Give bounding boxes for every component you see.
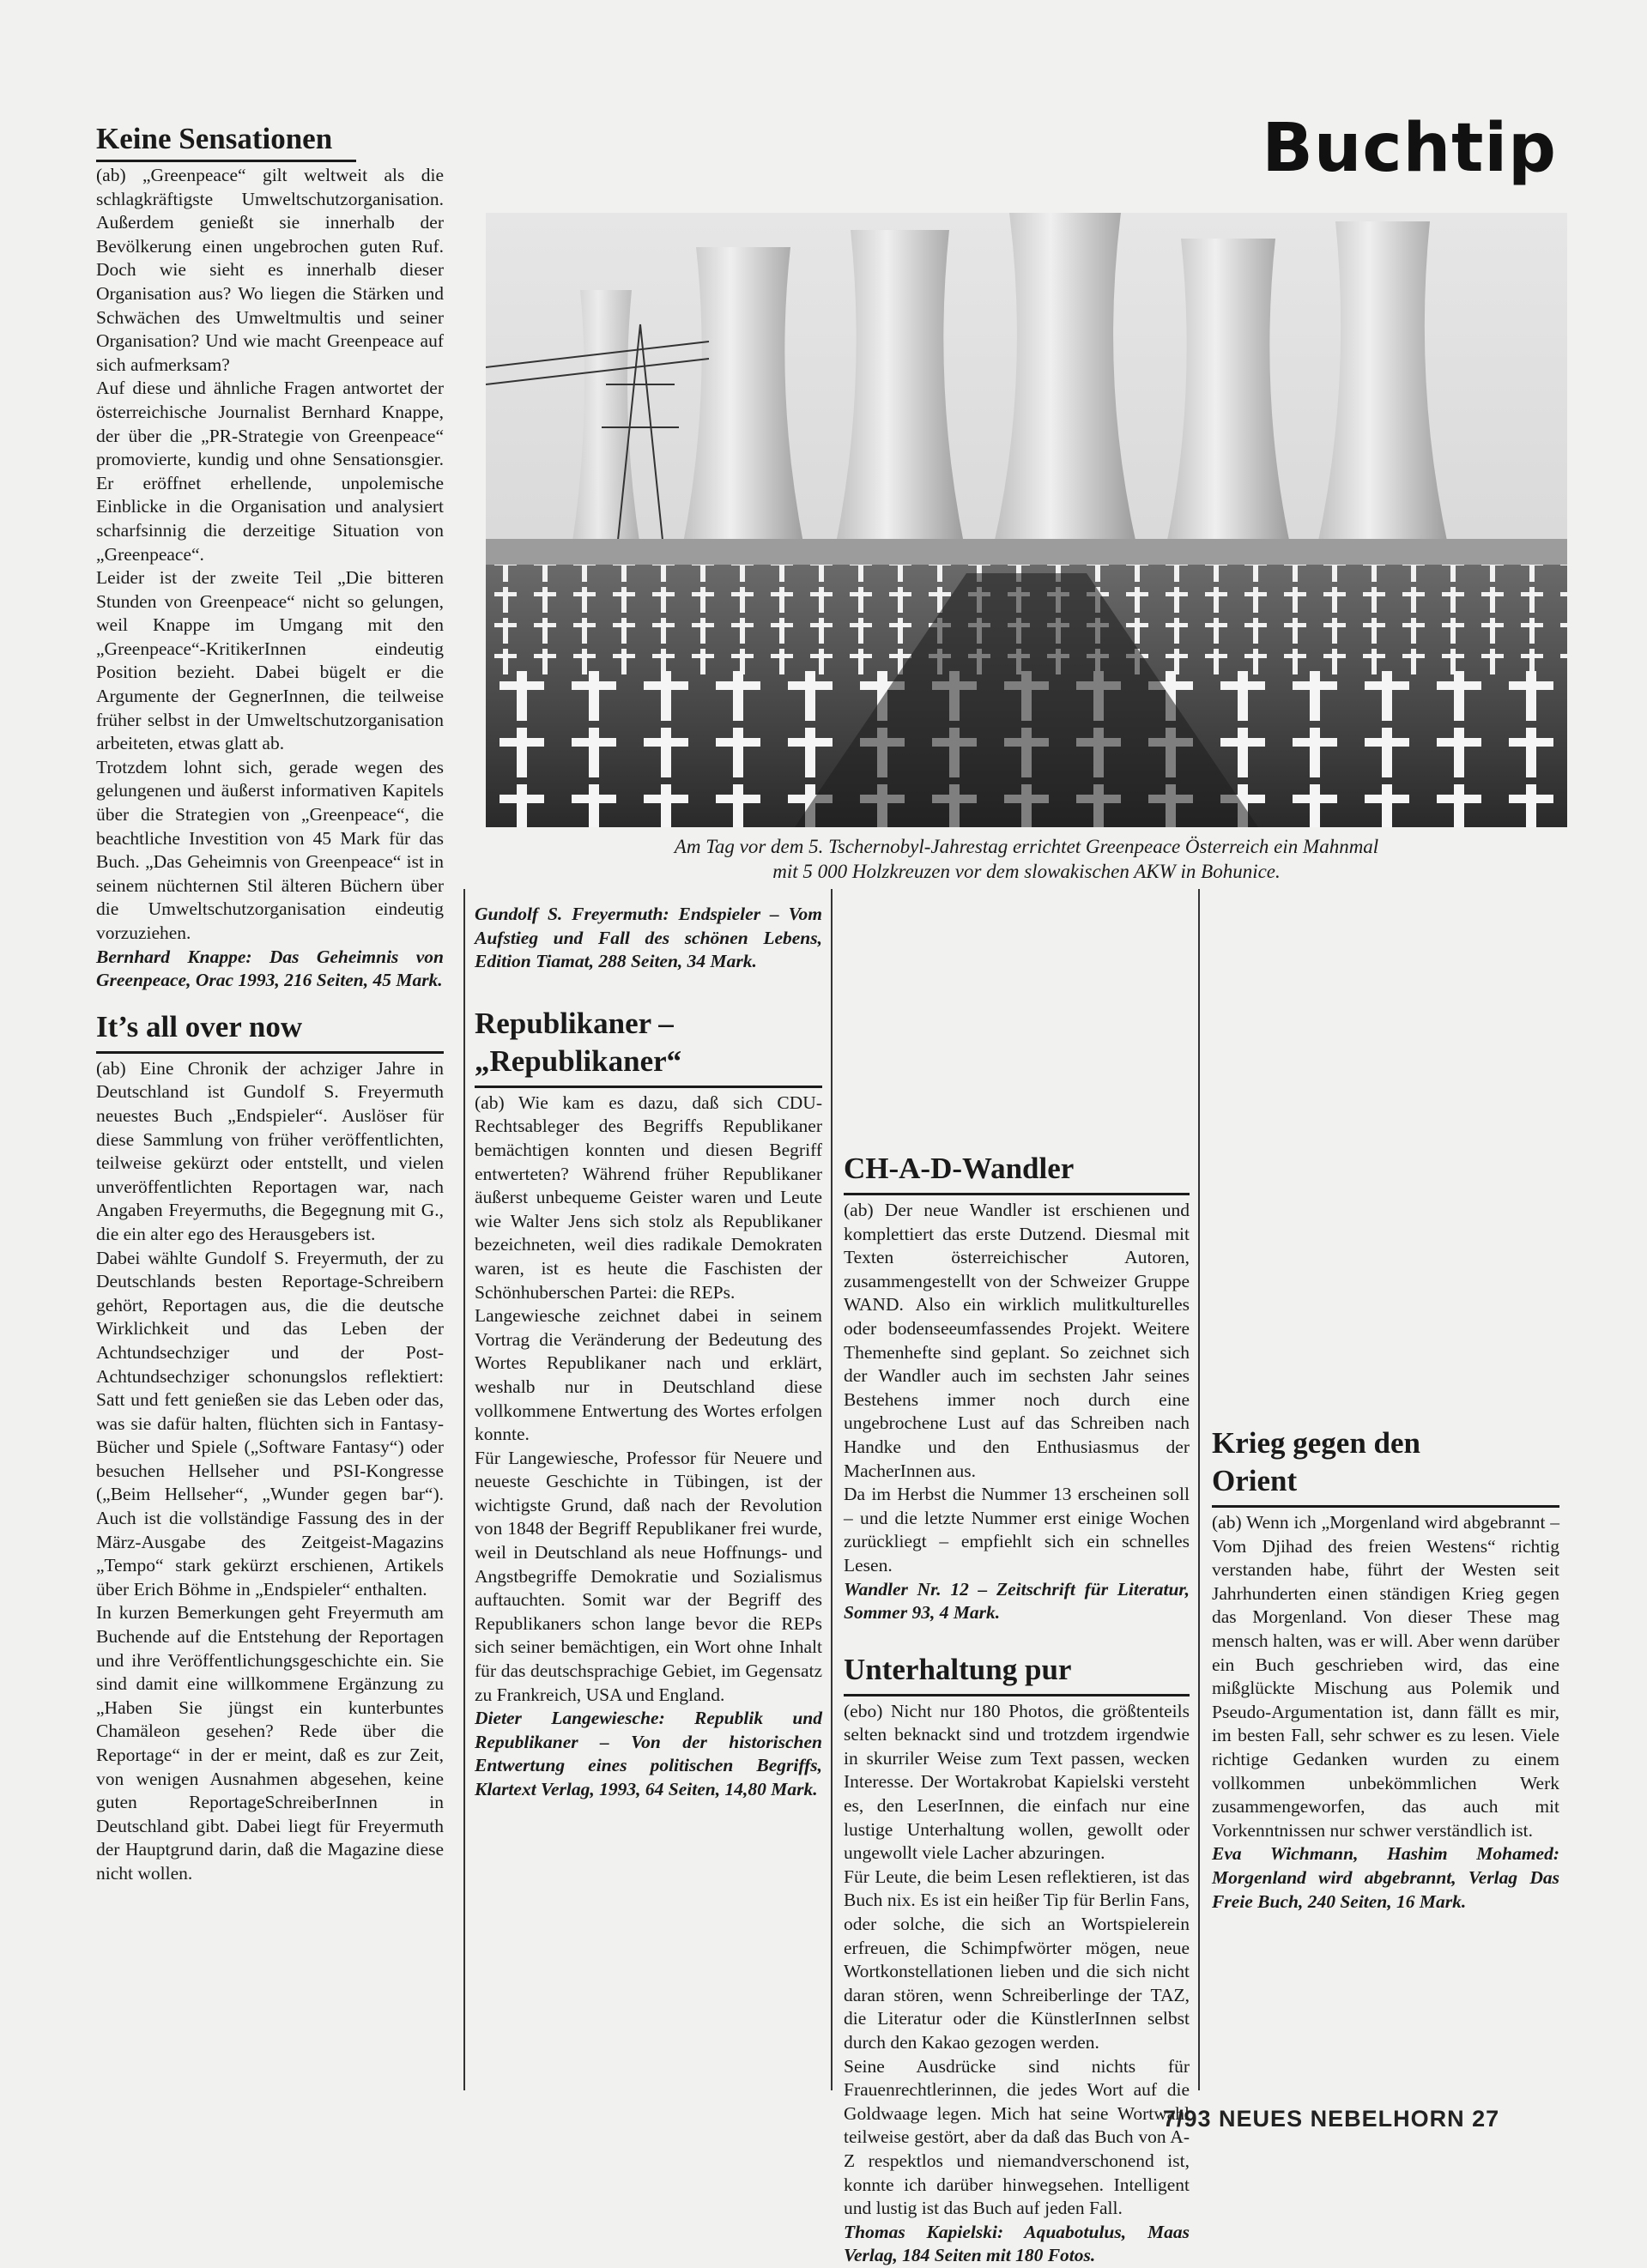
caption-line: mit 5 000 Holzkreuzen vor dem slowakischen AKW in Bohunice. [772, 861, 1281, 882]
paragraph: (ab) „Greenpeace“ gilt weltweit als die schlagkräftigste Umweltschutzorganisation. Außerdem genießt sie innerhalb der Bevölkerung einen ungebrochen guten Ruf. Doch wie sieht es innerhalb dieser Organisation aus? Wo liegen die Stärken und Schwächen des Umweltmultis und seiner Organisation? Und wie macht Greenpeace auf sich aufmerksam? [96, 165, 444, 375]
paragraph: Dabei wählte Gundolf S. Freyermuth, der zu Deutschlands besten Reportage-Schreibern gehört, Reportagen aus, die die deutsche Wirklichkeit und das Leben der Achtundsechziger und der Post-Achtundsechziger schonungslos reflektiert: Satt und fett genießen sie das Leben oder das, was sie dafür halten, flüchten sich in Fantasy-Bücher und Spiele („Software Fantasy“) oder besuchen Hellseher und PSI-Kongresse („Beim Hellseher“, „Wunder gegen bar“). Auch ist die vollständige Fassung des in der März-Ausgabe des Zeitgeist-Magazins „Tempo“ stark gekürzt erschienen, Artikels über Erich Böhme in „Endspieler“ enthalten. [96, 1247, 444, 1600]
article-unterhaltung [844, 1651, 1190, 2268]
book-reference: Dieter Langewiesche: Republik und Republikaner – Von der historischen Entwertung eines politischen Begriffs, Klartext Verlag, 1993, 64 Seiten, 14,80 Mark. [475, 1708, 822, 1799]
headline-line: Krieg gegen den [1212, 1426, 1421, 1460]
paragraph: In kurzen Bemerkungen geht Freyermuth am Buchende auf die Entstehung der Reportagen und ihre Veröffentlichungsgeschichte ein. Sie sind damit eine willkommene Ergänzung zu „Haben Sie jüngst ein kunterbuntes Chamäleon gesehen? Rede über die Reportage“ in der er meint, daß es zur Zeit, von wenigen Ausnahmen abgesehen, keine guten ReportageSchreiberInnen in Deutschland gibt. Dabei liegt für Freyermuth der Hauptgrund darin, daß die Magazine diese nicht wollen. [96, 1602, 444, 1884]
paragraph: Langewiesche zeichnet dabei in seinem Vortrag die Veränderung der Bedeutung des Wortes Republikaner nach und erklärt, weshalb nur in Deutschland diese vollkommene Entwertung des Wortes erfolgen konnte. [475, 1305, 822, 1445]
column-rule [1198, 889, 1200, 2090]
article-its-all-over-now [96, 1008, 444, 1886]
photo-illustration [486, 213, 1567, 827]
page-footer: 7/93 NEUES NEBELHORN 27 [1163, 2106, 1500, 2132]
article-keine-sensationen [96, 120, 444, 993]
book-reference: Thomas Kapielski: Aquabotulus, Maas Verlag, 184 Seiten mit 180 Fotos. [844, 2221, 1190, 2266]
book-reference: Bernhard Knappe: Das Geheimnis von Greenpeace, Orac 1993, 216 Seiten, 45 Mark. [96, 946, 444, 991]
paragraph: (ebo) Nicht nur 180 Photos, die größtenteils selten beknackt sind und trotzdem irgendwie in skurriler Weise zum Text passen, wecken Interesse. Der Wortakrobat Kapielski versteht es, den LeserInnen, die einfach nur eine lustige Unterhaltung wollen, gewollt oder ungewollt viele Lacher abzuringen. [844, 1700, 1190, 1864]
headline-line: Republikaner – [475, 1006, 674, 1040]
paragraph: (ab) Wenn ich „Morgenland wird abgebrannt – Vom Djihad des freien Westens“ richtig verstanden habe, führt der Westen seit Jahrhunderten einen ständigen Krieg gegen das Morgenland. Von dieser These mag mensch halten, was er will. Aber wenn darüber ein Buch geschrieben wird, das eine mißglückte Mischung aus Polemik und Pseudo-Argumentation ist, dann fällt es mir, im besten Fall, sehr schwer es zu lesen. Viele richtige Gedanken wurden zu einem vollkommen unbekömmlichen Werk zusammengeworfen, das auch mit Vorkenntnissen nur schwer verständlich ist. [1212, 1512, 1559, 1841]
column-rule [463, 889, 465, 2090]
column-rule [831, 889, 833, 2090]
article-wandler [844, 1150, 1190, 1625]
photo-caption [486, 834, 1567, 884]
headline-line: Orient [1212, 1464, 1298, 1497]
article-republikaner [475, 1005, 822, 1802]
column-4 [1212, 1424, 1559, 1914]
article-krieg [1212, 1424, 1559, 1914]
photo-cooling-towers-crosses [486, 213, 1567, 827]
column-2 [475, 903, 822, 1802]
headline-line: „Republikaner“ [475, 1043, 682, 1078]
section-label-buchtip: Buchtip [1262, 110, 1557, 187]
headline-its-all-over-now: It’s all over now [96, 1008, 444, 1054]
paragraph: Leider ist der zweite Teil „Die bitteren Stunden von Greenpeace“ nicht so gelungen, weil Knappe im Umgang mit den „Greenpeace“-KritikerInnen eindeutig Position bezieht. Dabei bügelt er die Argumente der GegnerInnen, die teilweise früher selbst in der Umweltschutzorganisation arbeiteten, etwas glatt ab. [96, 567, 444, 754]
paragraph: Auf diese und ähnliche Fragen antwortet der österreichische Journalist Bernhard Knappe, der über die „PR-Strategie von Greenpeace“ promovierte, kundig und ohne Sensationsgier. Er eröffnet erhellende, unpolemische Einblicke in die Organisation und analysiert scharfsinnig die derzeitige Situation von „Greenpeace“. [96, 378, 444, 565]
headline-republikaner [475, 1005, 822, 1088]
paragraph: Trotzdem lohnt sich, gerade wegen des gelungenen und äußerst informativen Kapitels über die Strategien von „Greenpeace“, die beachtliche Investition von 45 Mark für das Buch. „Das Geheimnis von Greenpeace“ ist in seinem nüchternen Stil älteren Büchern über die Umweltschutzorganisation eindeutig vorzuziehen. [96, 756, 444, 943]
paragraph: (ab) Eine Chronik der achziger Jahre in Deutschland ist Gundolf S. Freyermuth neuestes Buch „Endspieler“. Auslöser für diese Sammlung von früher veröffentlichten, teilweise gekürzt oder entstellt, und vielen unveröffentlichten Reportagen war, nach Angaben Freyermuths, die Begegnung mit G., die ein alter ego des Herausgebers ist. [96, 1057, 444, 1244]
column-3 [844, 1150, 1190, 2268]
column-1 [96, 120, 444, 1886]
paragraph: (ab) Wie kam es dazu, daß sich CDU-Rechtsableger des Begriffs Republikaner bemächtigen konnten und diesen Begriff entwerteten? Während früher Republikaner äußerst unbequeme Geister waren und Leute wie Walter Jens sich stolz als Republikaner bezeichneten, weil dies radikale Demokraten waren, ist es heute die Faschisten der Schönhuberschen Partei: die REPs. [475, 1092, 822, 1303]
paragraph: Seine Ausdrücke sind nichts für Frauenrechtlerinnen, die jedes Wort auf die Goldwaage legen. Mich hat seine Wortwahl teilweise gestört, aber da daß das Buch von A-Z respektlos und niemandverschonend ist, konnte ich darüber hinwegsehen. Intelligent und lustig ist das Buch auf jeden Fall. [844, 2055, 1190, 2219]
headline-wandler: CH-A-D-Wandler [844, 1150, 1190, 1195]
paragraph: Da im Herbst die Nummer 13 erscheinen soll – und die letzte Nummer erst einige Wochen zurückliegt – empfiehlt sich ein schnelles Lesen. [844, 1484, 1190, 1576]
caption-line: Am Tag vor dem 5. Tschernobyl-Jahrestag errichtet Greenpeace Österreich ein Mahnmal [674, 836, 1379, 857]
headline-krieg [1212, 1424, 1559, 1508]
paragraph: Für Leute, die beim Lesen reflektieren, ist das Buch nix. Es ist ein heißer Tip für Berlin Fans, oder solche, die sich an Wortspielerein erfreuen, die Schimpfwörter mögen, neue Wortkonstellationen lieben und die sich nicht daran stören, wenn Schreiberlinge der TAZ, die Literatur oder die KünstlerInnen selbst durch den Kakao gezogen werden. [844, 1866, 1190, 2053]
paragraph: Für Langewiesche, Professor für Neuere und neueste Geschichte in Tübingen, ist der wichtigste Grund, daß nach der Revolution von 1848 der Begriff Republikaner frei wurde, weil in Deutschland als neue Hoffnungs- und Angstbegriffe Demokratie und Sozialismus auftauchten. Somit war der Begriff des Republikaners schon lange bevor die REPs sich seiner bemächtigen, ein Wort ohne Inhalt für das deutschsprachige Gebiet, im Gegensatz zu Frankreich, USA und England. [475, 1447, 822, 1705]
book-reference: Gundolf S. Freyermuth: Endspieler – Vom Aufstieg und Fall des schönen Lebens, Edition Tiamat, 288 Seiten, 34 Mark. [475, 904, 822, 972]
paragraph: (ab) Der neue Wandler ist erschienen und komplettiert das erste Dutzend. Diesmal mit Texten österreichischer Autoren, zusammengestellt von der Schweizer Gruppe WAND. Also ein wirklich mulitkulturelles oder bodenseeumfassendes Projekt. Weitere Themenhefte sind geplant. So zeichnet sich der Wandler auch im sechsten Jahr seines Bestehens immer noch durch eine ungebrochene Lust auf das Schreiben nach Handke und den Enthusiasmus der MacherInnen aus. [844, 1200, 1190, 1481]
book-reference: Wandler Nr. 12 – Zeitschrift für Literatur, Sommer 93, 4 Mark. [844, 1578, 1190, 1624]
headline-unterhaltung: Unterhaltung pur [844, 1651, 1190, 1696]
headline-keine-sensationen: Keine Sensationen [96, 120, 356, 162]
book-reference: Eva Wichmann, Hashim Mohamed: Morgenland wird abgebrannt, Verlag Das Freie Buch, 240 Seiten, 16 Mark. [1212, 1843, 1559, 1912]
